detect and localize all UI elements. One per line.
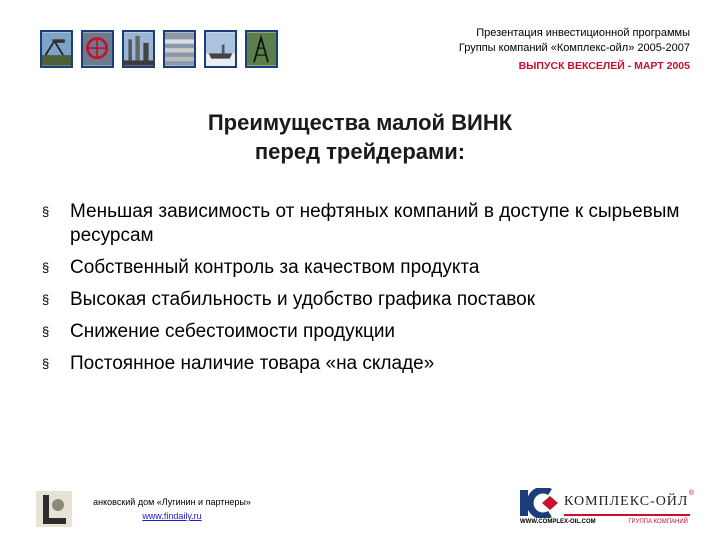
company-site: WWW.COMPLEX-OIL.COM xyxy=(520,519,596,525)
bullet-item xyxy=(42,320,692,344)
bullet-list xyxy=(42,200,692,384)
bank-link[interactable]: www.findaily.ru xyxy=(142,511,202,521)
bullet-marker: § xyxy=(42,324,50,339)
complex-oil-logo-icon xyxy=(520,488,560,518)
company-group: ГРУППА КОМПАНИЙ xyxy=(628,519,688,525)
bullet-marker: § xyxy=(42,292,50,307)
company-brand: КОМПЛЕКС-ОЙЛ xyxy=(564,494,689,509)
footer-bank xyxy=(36,491,272,527)
bullet-text: Постоянное наличие товара «на складе» xyxy=(70,353,435,374)
footer-company-logo xyxy=(520,488,692,530)
oil-pump-photo xyxy=(40,30,73,68)
registered-mark: ® xyxy=(688,490,694,497)
slide-title-line2: перед трейдерами: xyxy=(254,139,466,164)
bullet-item xyxy=(42,352,692,376)
bank-caption xyxy=(72,495,272,523)
bullet-marker: § xyxy=(42,356,50,371)
header-thumbnails xyxy=(40,30,278,68)
bullet-text: Высокая стабильность и удобство графика поставок xyxy=(70,289,536,310)
bank-logo-icon xyxy=(36,491,72,527)
bullet-text: Меньшая зависимость от нефтяных компаний в доступе к сырьевым ресурсам xyxy=(70,201,680,246)
header-caption xyxy=(459,26,690,74)
bullet-item xyxy=(42,200,692,248)
tanker-photo xyxy=(204,30,237,68)
bullet-text: Собственный контроль за качеством продукта xyxy=(70,257,480,278)
bullet-text: Снижение себестоимости продукции xyxy=(70,321,396,342)
header-line-issue: ВЫПУСК ВЕКСЕЛЕЙ - МАРТ 2005 xyxy=(518,60,690,72)
bank-name: анковский дом «Лугинин и партнеры» xyxy=(93,497,251,507)
header-line-group: Группы компаний «Комплекс-ойл» 2005-2007 xyxy=(458,42,690,54)
header-line-program: Презентация инвестиционной программы xyxy=(476,27,690,39)
bullet-marker: § xyxy=(42,260,50,275)
pipes-photo xyxy=(163,30,196,68)
valve-wheel-photo xyxy=(81,30,114,68)
bullet-item xyxy=(42,256,692,280)
slide-title xyxy=(0,108,720,166)
bullet-item xyxy=(42,288,692,312)
drilling-rig-photo xyxy=(245,30,278,68)
brand-divider xyxy=(564,514,690,516)
refinery-photo xyxy=(122,30,155,68)
slide-title-line1: Преимущества малой ВИНК xyxy=(207,110,513,135)
bullet-marker: § xyxy=(42,204,50,219)
